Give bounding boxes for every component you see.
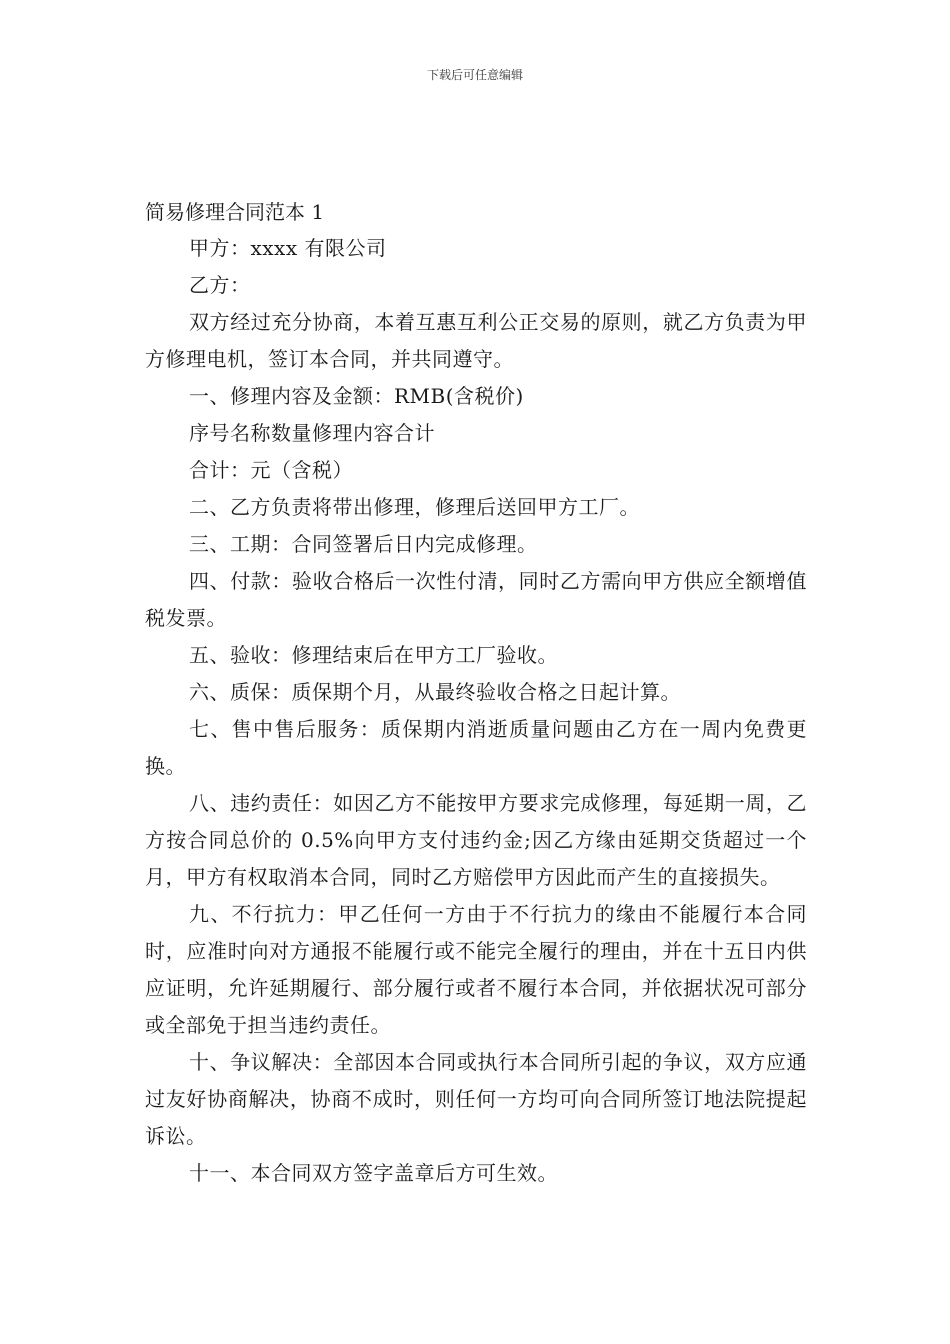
clause-3-schedule: 三、工期：合同签署后日内完成修理。 xyxy=(189,532,538,556)
clause-10-dispute: 十、争议解决：全部因本合同或执行本合同所引起的争议，双方应通过友好协商解决，协商不成时，则任何一方均可向合同所签订地法院提起诉讼。 xyxy=(145,1050,807,1148)
contract-body xyxy=(145,194,807,1192)
clause-7-service: 七、售中售后服务：质保期内消逝质量问题由乙方在一周内免费更换。 xyxy=(145,717,807,778)
clause-1-repair-content: 一、修理内容及金额：RMB(含税价) xyxy=(189,384,524,408)
clause-4-payment: 四、付款：验收合格后一次性付清，同时乙方需向甲方供应全额增值税发票。 xyxy=(145,569,807,630)
clause-8-breach: 八、违约责任：如因乙方不能按甲方要求完成修理，每延期一周，乙方按合同总价的 0.5%向甲方支付违约金;因乙方缘由延期交货超过一个月，甲方有权取消本合同，同时乙方赔偿甲方因此而产生的直接损失。 xyxy=(145,791,807,889)
party-b-line: 乙方： xyxy=(189,273,251,297)
party-a-line: 甲方：xxxx 有限公司 xyxy=(189,236,387,260)
clause-11-effectiveness: 十一、本合同双方签字盖章后方可生效。 xyxy=(189,1161,558,1185)
page-header-note: 下载后可任意编辑 xyxy=(426,68,523,82)
item-table-header: 序号名称数量修理内容合计 xyxy=(189,421,435,445)
document-title: 简易修理合同范本 1 xyxy=(145,200,325,224)
clause-6-warranty: 六、质保：质保期个月，从最终验收合格之日起计算。 xyxy=(189,680,681,704)
clause-9-force-majeure: 九、不行抗力：甲乙任何一方由于不行抗力的缘由不能履行本合同时，应准时向对方通报不能履行或不能完全履行的理由，并在十五日内供应证明，允许延期履行、部分履行或者不履行本合同，并依据状况可部分或全部免于担当违约责任。 xyxy=(145,902,807,1037)
clause-5-acceptance: 五、验收：修理结束后在甲方工厂验收。 xyxy=(189,643,558,667)
clause-2-delivery: 二、乙方负责将带出修理，修理后送回甲方工厂。 xyxy=(189,495,640,519)
preamble-paragraph: 双方经过充分协商，本着互惠互利公正交易的原则，就乙方负责为甲方修理电机，签订本合同，并共同遵守。 xyxy=(145,310,807,371)
total-line: 合计：元（含税） xyxy=(189,458,353,482)
